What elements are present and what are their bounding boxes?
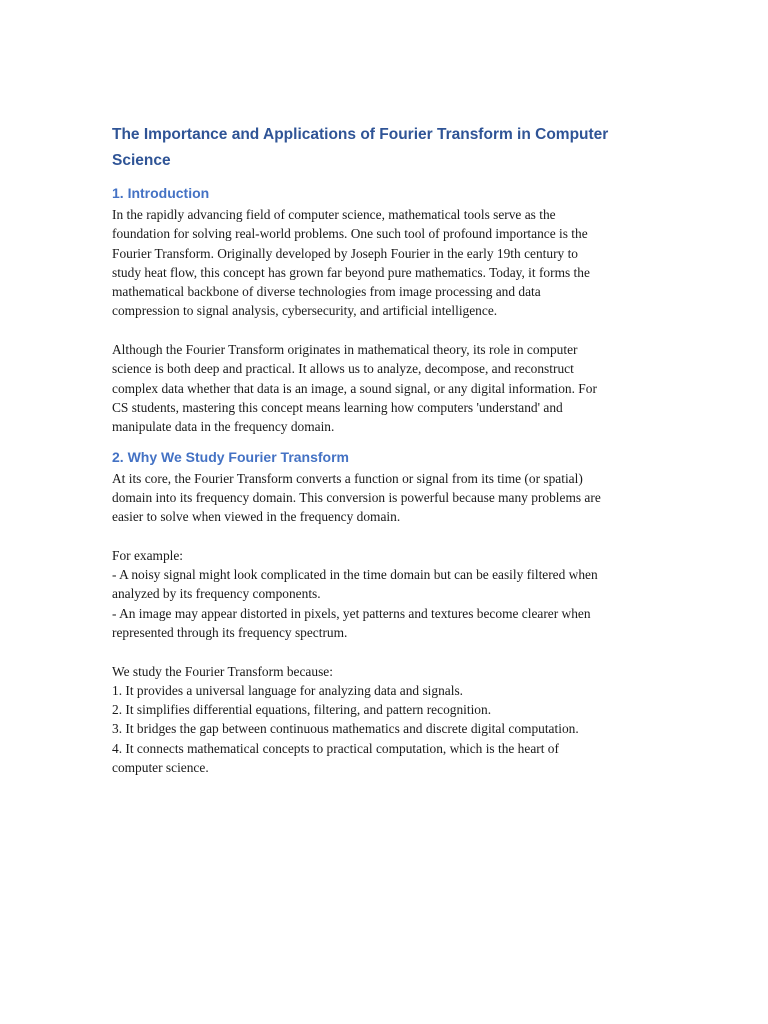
paragraph-why-examples: For example: - A noisy signal might look complicated in the time domain but can be easily filtered when analyzed by its frequency components. - An image may appear distorted in pixels, yet patterns and textures become clearer when represented through its frequency spectrum. [112,547,598,640]
document-title: The Importance and Applications of Fourier Transform in Computer Science [112,126,609,169]
section-heading-introduction: 1. Introduction [112,185,210,201]
paragraph-why-reasons-list: We study the Fourier Transform because: 1. It provides a universal language for analyzing data and signals. 2. It simplifies differential equations, filtering, and pattern recognition. 3. It bridges the gap between continuous mathematics and discrete digital computation. 4. It connects mathematical concepts to practical computation, which is the heart of computer science. [112,663,579,776]
paragraph-why-1: At its core, the Fourier Transform converts a function or signal from its time (or spatial) domain into its frequency domain. This conversion is powerful because many problems are easier to solve when viewed in the frequency domain. [112,470,601,525]
section-heading-why-study: 2. Why We Study Fourier Transform [112,448,350,465]
section-spacer [112,437,660,448]
document-body [112,122,660,777]
paragraph-spacer [112,526,660,545]
paragraph-spacer [112,642,660,661]
paragraph-intro-1: In the rapidly advancing field of computer science, mathematical tools serve as the foundation for solving real-world problems. One such tool of profound importance is the Fourier Transform. Originally developed by Joseph Fourier in the early 19th century to study heat flow, this concept has grown far beyond pure mathematics. Today, it forms the mathematical backbone of diverse technologies from image processing and data compression to signal analysis, cybersecurity, and artificial intelligence. [112,207,590,319]
paragraph-intro-2: Although the Fourier Transform originates in mathematical theory, its role in computer science is both deep and practical. It allows us to analyze, decompose, and reconstruct complex data whether that data is an image, a sound signal, or any digital information. For CS students, mastering this concept means learning how computers 'understand' and manipulate data in the frequency domain. [112,342,597,435]
paragraph-spacer [112,321,660,340]
